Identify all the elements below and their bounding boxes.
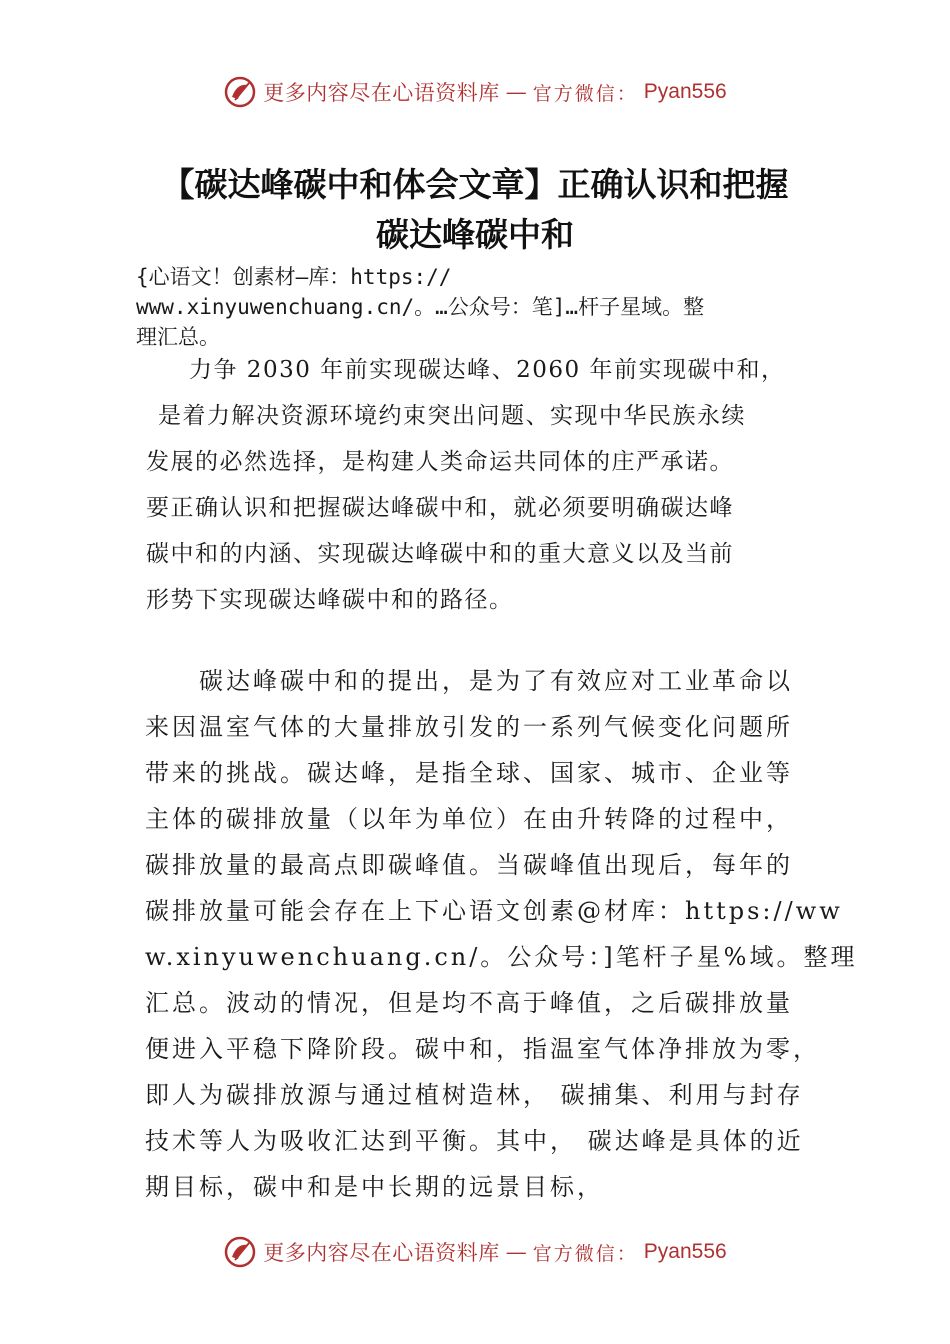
source-line: 理汇总。 [136, 325, 220, 349]
paragraph-line: 力争 2030 年前实现碳达峰、2060 年前实现碳中和， [140, 357, 786, 383]
paragraph-line: 期目标，碳中和是中长期的远景目标， [145, 1173, 604, 1201]
paragraph-line: 碳排放量的最高点即碳峰值。当碳峰值出现后，每年的 [145, 851, 793, 879]
source-line: {心语文！创素材—库：https:// [136, 265, 452, 289]
banner-wechat-label: 官方微信： [532, 82, 638, 105]
paragraph-line: 要正确认识和把握碳达峰碳中和，就必须要明确碳达峰 [146, 495, 734, 521]
paragraph-line: 主体的碳排放量（以年为单位）在由升转降的过程中， [145, 805, 793, 833]
paragraph-line: 是着力解决资源环境约束突出问题、实现中华民族永续 [158, 403, 746, 429]
paragraph-line: 带来的挑战。碳达峰，是指全球、国家、城市、企业等 [145, 759, 793, 787]
paragraph-line: 便进入平稳下降阶段。碳中和，指温室气体净排放为零， [145, 1035, 820, 1063]
banner-separator: — [505, 80, 527, 104]
paragraph-line: 来因温室气体的大量排放引发的一系列气候变化问题所 [145, 713, 793, 741]
banner-wechat-id: Pyan556 [643, 1240, 727, 1263]
paragraph-2 [145, 658, 858, 1210]
paragraph-line: 碳排放量可能会存在上下心语文创素@材库：https://ww [145, 897, 843, 925]
document-title [120, 160, 830, 260]
banner-wechat-label: 官方微信： [532, 1242, 638, 1265]
paragraph-line: 发展的必然选择，是构建人类命运共同体的庄严承诺。 [146, 449, 734, 475]
banner-separator: — [505, 1240, 527, 1264]
paragraph-1 [140, 350, 830, 626]
paragraph-line: 汇总。波动的情况，但是均不高于峰值，之后碳排放量 [145, 989, 793, 1017]
footer-banner [0, 1232, 950, 1272]
paragraph-line: 即人为碳排放源与通过植树造林， 碳捕集、利用与封存 [145, 1081, 804, 1109]
banner-text: 更多内容尽在心语资料库 [263, 1241, 500, 1265]
source-note [136, 262, 836, 352]
header-banner [0, 72, 950, 112]
paragraph-line: 碳达峰碳中和的提出，是为了有效应对工业革命以 [145, 667, 793, 695]
title-line-1: 【碳达峰碳中和体会文章】正确认识和把握 [161, 165, 789, 204]
title-line-2: 碳达峰碳中和 [376, 215, 574, 254]
paragraph-line: 技术等人为吸收汇达到平衡。其中， 碳达峰是具体的近 [145, 1127, 804, 1155]
banner-text: 更多内容尽在心语资料库 [263, 81, 500, 105]
source-line: www.xinyuwenchuang.cn/。…公众号：笔]…杆子星域。整 [136, 295, 705, 319]
paragraph-line: 碳中和的内涵、实现碳达峰碳中和的重大意义以及当前 [146, 541, 734, 567]
logo-icon [223, 1235, 257, 1269]
banner-wechat-id: Pyan556 [643, 80, 727, 103]
paragraph-line: w.xinyuwenchuang.cn/。公众号：]笔杆子星%域。整理 [145, 943, 858, 971]
paragraph-line: 形势下实现碳达峰碳中和的路径。 [146, 587, 514, 613]
logo-icon [223, 75, 257, 109]
